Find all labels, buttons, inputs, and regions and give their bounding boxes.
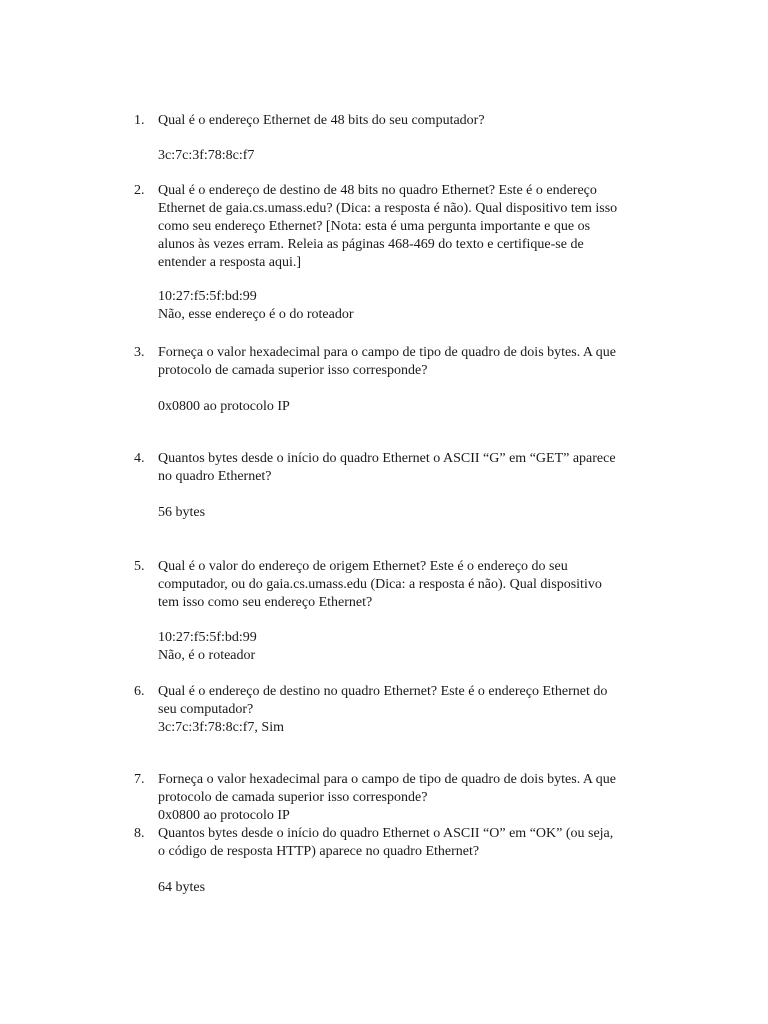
question-line: como seu endereço Ethernet? [Nota: esta é uma pergunta importante e que os <box>158 219 591 234</box>
item-number: 1. <box>134 113 145 128</box>
answer-text <box>158 147 254 165</box>
question-line: Qual é o endereço de destino no quadro Ethernet? Este é o endereço Ethernet do <box>158 684 608 699</box>
item-number: 4. <box>134 451 145 466</box>
answer-line: 0x0800 ao protocolo IP <box>158 399 290 414</box>
question-line: computador, ou do gaia.cs.umass.edu (Dica: a resposta é não). Qual dispositivo <box>158 577 602 592</box>
question-line: tem isso como seu endereço Ethernet? <box>158 595 373 610</box>
item-number: 7. <box>134 772 145 787</box>
answer-line: 3c:7c:3f:78:8c:f7, Sim <box>158 720 284 735</box>
question-line: Forneça o valor hexadecimal para o campo de tipo de quadro de dois bytes. A que <box>158 772 616 787</box>
question-line: Quantos bytes desde o início do quadro Ethernet o ASCII “O” em “OK” (ou seja, <box>158 826 614 841</box>
question-line: Qual é o endereço Ethernet de 48 bits do seu computador? <box>158 113 485 128</box>
item-number: 2. <box>134 183 145 198</box>
item-number: 5. <box>134 559 145 574</box>
question-line: o código de resposta HTTP) aparece no quadro Ethernet? <box>158 844 480 859</box>
item-number: 3. <box>134 345 145 360</box>
answer-text <box>158 504 205 522</box>
question-text <box>158 344 658 380</box>
question-text <box>158 112 658 130</box>
answer-line: 10:27:f5:5f:bd:99 <box>158 630 257 645</box>
answer-text <box>158 719 284 737</box>
question-text <box>158 450 658 486</box>
question-line: Ethernet de gaia.cs.umass.edu? (Dica: a resposta é não). Qual dispositivo tem isso <box>158 201 618 216</box>
question-line: protocolo de camada superior isso corresponde? <box>158 363 428 378</box>
question-line: seu computador? <box>158 702 254 717</box>
question-line: no quadro Ethernet? <box>158 469 272 484</box>
answer-text <box>158 807 290 825</box>
question-text <box>158 182 658 272</box>
item-number: 6. <box>134 684 145 699</box>
question-text <box>158 771 658 807</box>
question-line: Forneça o valor hexadecimal para o campo de tipo de quadro de dois bytes. A que <box>158 345 616 360</box>
question-line: Qual é o endereço de destino de 48 bits no quadro Ethernet? Este é o endereço <box>158 183 597 198</box>
answer-line: Não, esse endereço é o do roteador <box>158 307 354 322</box>
question-text <box>158 558 658 612</box>
item-number: 8. <box>134 826 145 841</box>
answer-line: 0x0800 ao protocolo IP <box>158 808 290 823</box>
question-line: alunos às vezes erram. Releia as páginas 468-469 do texto e certifique-se de <box>158 237 584 252</box>
answer-line: Não, é o roteador <box>158 648 256 663</box>
answer-text <box>158 629 257 665</box>
answer-line: 10:27:f5:5f:bd:99 <box>158 289 257 304</box>
answer-text <box>158 288 354 324</box>
question-line: entender a resposta aqui.] <box>158 255 302 270</box>
question-line: protocolo de camada superior isso corresponde? <box>158 790 428 805</box>
question-line: Qual é o valor do endereço de origem Ethernet? Este é o endereço do seu <box>158 559 568 574</box>
answer-line: 56 bytes <box>158 505 206 520</box>
answer-text <box>158 879 205 897</box>
question-text <box>158 825 658 861</box>
answer-line: 3c:7c:3f:78:8c:f7 <box>158 148 255 163</box>
answer-line: 64 bytes <box>158 880 206 895</box>
answer-text <box>158 398 290 416</box>
question-text <box>158 683 658 719</box>
question-line: Quantos bytes desde o início do quadro Ethernet o ASCII “G” em “GET” aparece <box>158 451 616 466</box>
